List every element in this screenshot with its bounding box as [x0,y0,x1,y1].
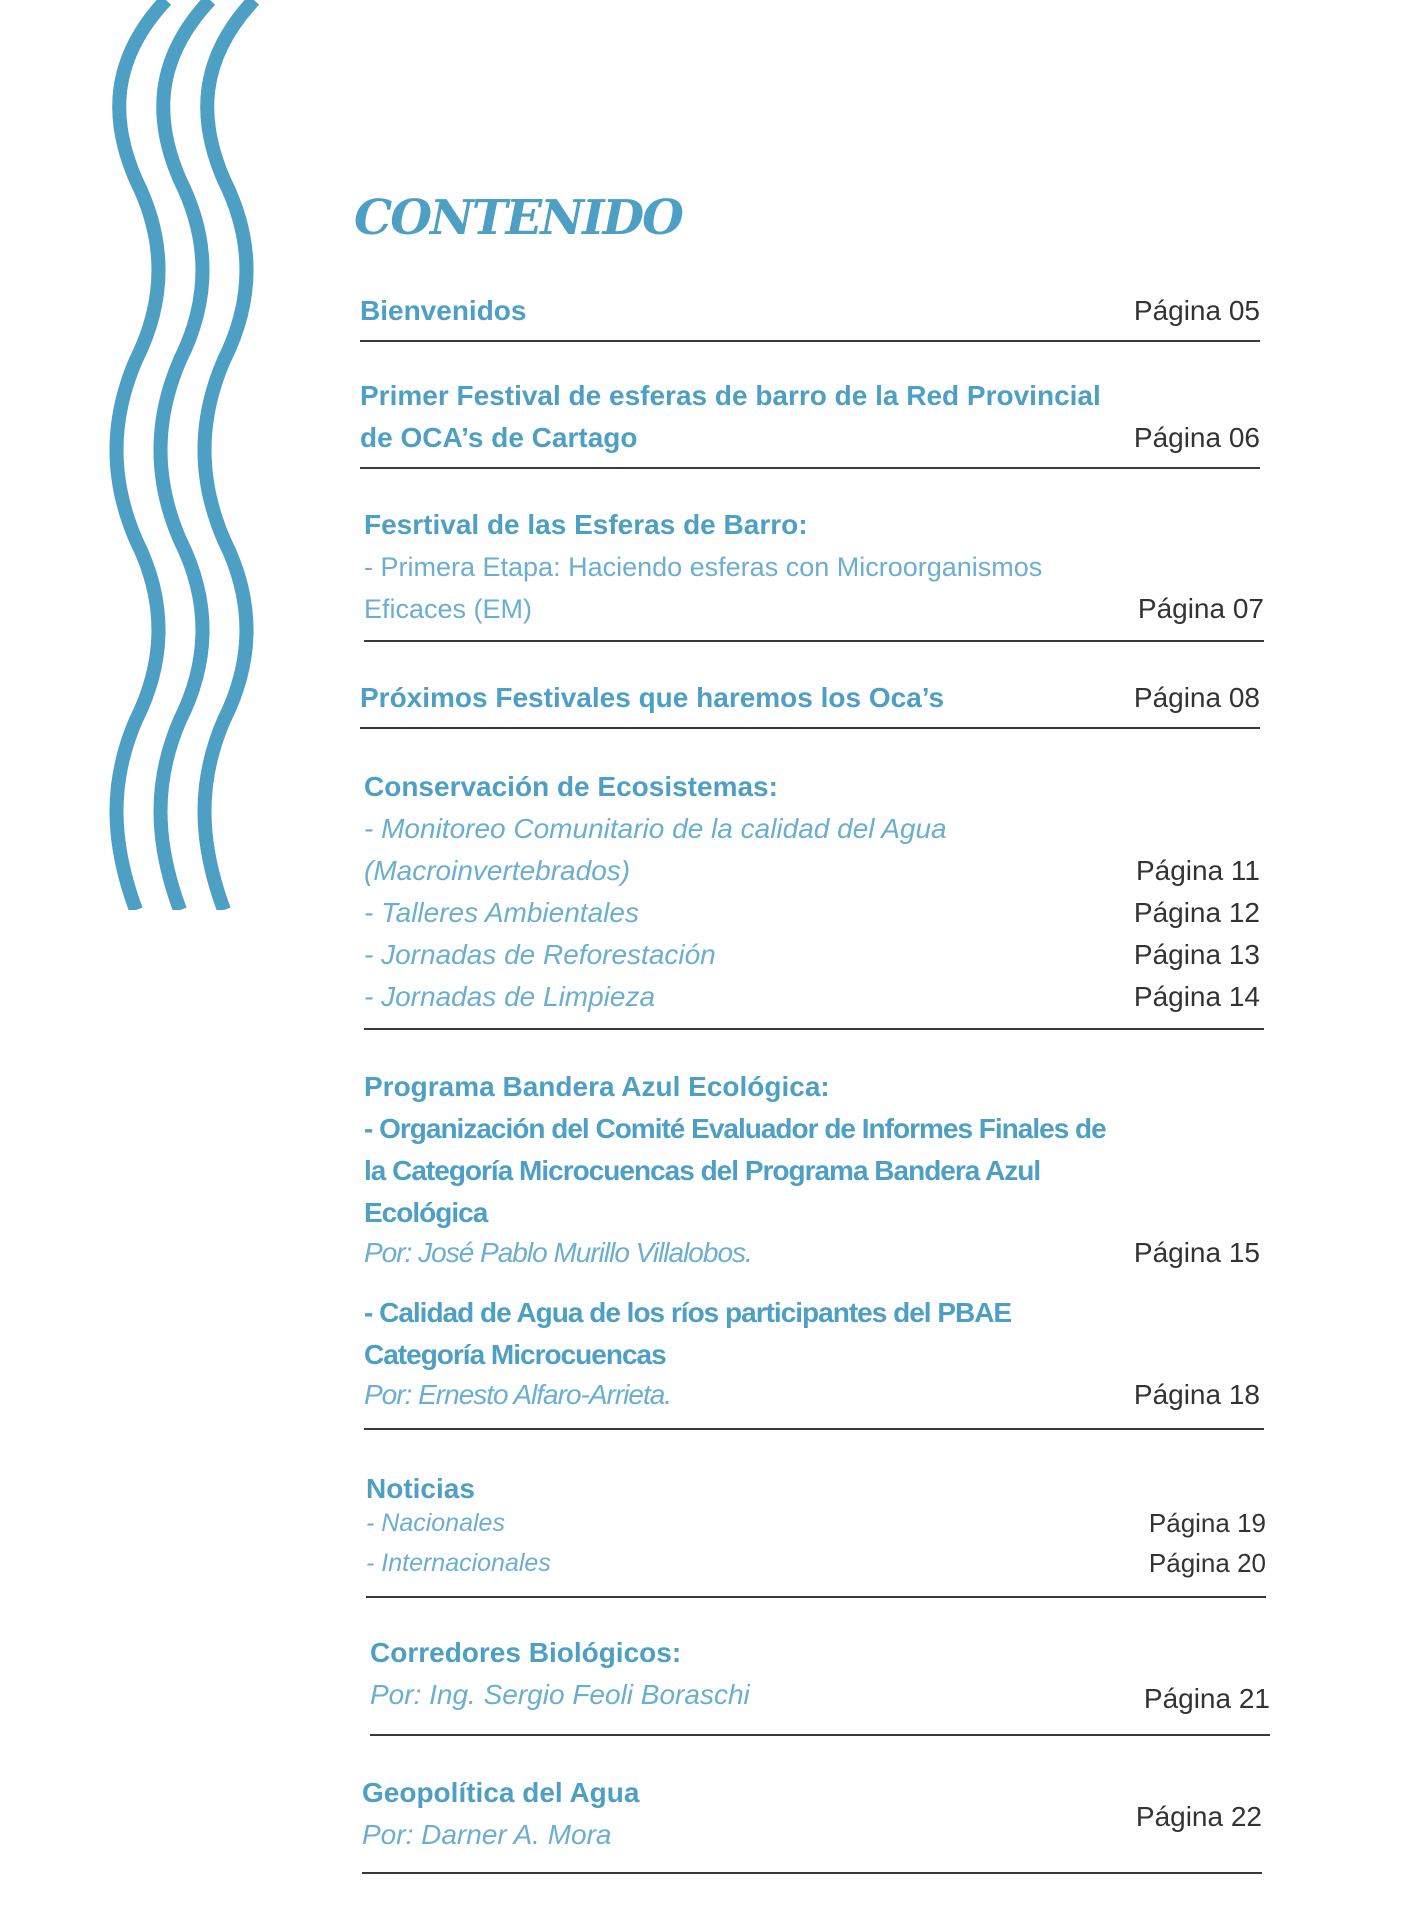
page-number: Página 07 [1137,593,1264,624]
entry-subtitle-line: - Primera Etapa: Haciendo esferas con Microorganismos [364,552,1043,582]
divider [362,1872,1262,1874]
sub-item-line: - Jornadas de Limpieza [364,981,656,1012]
divider [360,727,1260,729]
article-author: Por: José Pablo Murillo Villalobos. [364,1237,752,1268]
article-title-line: Ecológica [364,1197,488,1228]
entry-title: Bienvenidos [360,295,527,326]
page-number: Página 19 [1148,1508,1266,1538]
page-title: CONTENIDO [354,190,682,246]
divider [364,1428,1264,1430]
divider [364,640,1264,642]
toc-entry-geopolitica[interactable] [362,1772,1262,1874]
article-title-line: Categoría Microcuencas [364,1339,666,1370]
page-number: Página 21 [1143,1683,1270,1714]
page-number: Página 12 [1133,897,1260,928]
entry-title-line: Primer Festival de esferas de barro de la Red Provincial [360,380,1101,411]
entry-title: Próximos Festivales que haremos los Oca’s [360,682,945,713]
page-number: Página 13 [1133,939,1260,970]
sub-item-line: - Jornadas de Reforestación [364,939,716,970]
sub-item-line: - Monitoreo Comunitario de la calidad del Agua [364,813,947,844]
article-title-line: la Categoría Microcuencas del Programa Bandera Azul [364,1155,1041,1186]
article-title-line: - Organización del Comité Evaluador de Informes Finales de [364,1113,1106,1144]
divider [366,1596,1266,1598]
entry-title: Geopolítica del Agua [362,1777,640,1808]
page-number: Página 22 [1135,1801,1262,1832]
divider [370,1734,1270,1736]
page-number: Página 08 [1133,682,1260,713]
sub-item-line: - Talleres Ambientales [364,897,639,928]
page-number: Página 18 [1133,1379,1260,1410]
sub-item-label: - Nacionales [366,1509,505,1537]
entry-title: Noticias [366,1473,475,1504]
article-author: Por: Ernesto Alfaro-Arrieta. [364,1379,672,1410]
toc-entry-bandera-azul[interactable] [364,1066,1264,1430]
entry-subtitle-line: Eficaces (EM) [364,594,533,624]
wavy-lines-icon [100,0,260,910]
entry-title: Corredores Biológicos: [370,1637,682,1668]
entry-title: Programa Bandera Azul Ecológica: [364,1071,830,1102]
sub-item-label: - Internacionales [366,1549,551,1577]
entry-title-line: de OCA’s de Cartago [360,422,638,453]
page-number: Página 11 [1135,855,1260,886]
article-title-line: - Calidad de Agua de los ríos participantes del PBAE [364,1297,1012,1328]
entry-author: Por: Ing. Sergio Feoli Boraschi [370,1679,750,1710]
toc-entry-conservacion[interactable] [364,766,1264,1030]
entry-author: Por: Darner A. Mora [362,1819,612,1850]
page-number: Página 06 [1133,422,1260,453]
entry-title: Conservación de Ecosistemas: [364,771,778,802]
toc-entry-corredores[interactable] [370,1632,1270,1736]
page-number: Página 05 [1133,295,1260,326]
toc-entry-noticias[interactable] [366,1468,1266,1598]
divider [360,340,1260,342]
page-number: Página 20 [1148,1548,1266,1578]
toc-entry-primer-festival[interactable] [360,375,1260,469]
divider [360,467,1260,469]
sub-item-line: (Macroinvertebrados) [364,855,631,886]
toc-entry-festival-esferas[interactable] [364,504,1264,642]
entry-title: Fesrtival de las Esferas de Barro: [364,509,808,540]
toc-entry-bienvenidos[interactable] [360,290,1260,342]
toc-entry-proximos-festivales[interactable] [360,677,1260,729]
divider [364,1028,1264,1030]
page-number: Página 14 [1133,981,1260,1012]
page-number: Página 15 [1133,1237,1260,1268]
